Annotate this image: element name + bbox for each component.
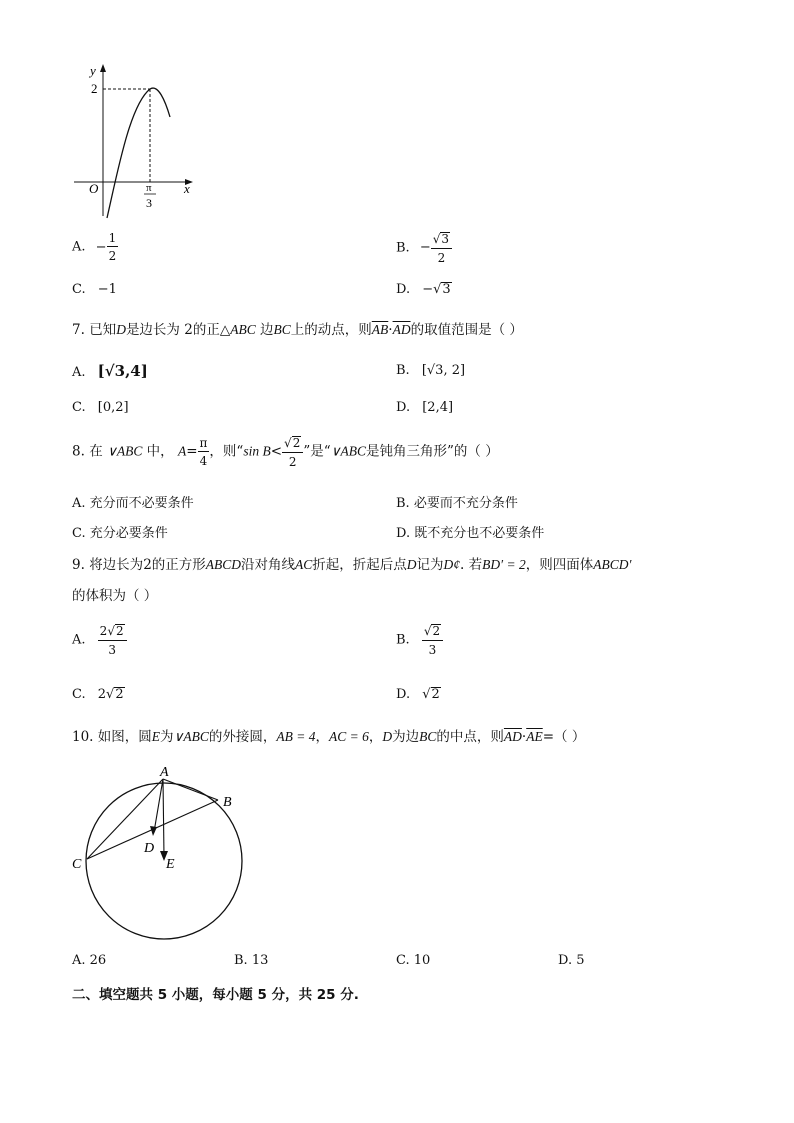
x-three-label: 3 [146, 196, 152, 210]
q6-option-b[interactable]: B. − $\frac{√3}{2}$ [396, 232, 452, 264]
question-10: 10. 如图，圆E为∨ABC的外接圆，AB = 4，AC = 6，D为边BC的中点，则$\overline{AD}\cdot\overline{AE}=$（ ） [72, 729, 586, 745]
question-7: 7. 已知D是边长为 2的正△ABC 边BC上的动点，则$\overline{AB}\cdot\overline{AD}$的取值范围是（ ） [72, 322, 523, 338]
q10-option-c[interactable]: C. 10 [396, 953, 431, 968]
y-axis-label: y [90, 63, 96, 78]
fraction: $\frac{√3}{2}$ [431, 232, 452, 264]
option-label: C. [72, 282, 86, 297]
point-d-label: D [144, 841, 155, 856]
q10-option-d[interactable]: D. 5 [558, 953, 585, 968]
q9-option-b[interactable]: B. $\frac{√2}{3}$ [396, 624, 443, 656]
q9-option-d[interactable]: D. √2 [396, 687, 440, 702]
function-graph-figure [70, 60, 200, 220]
q6-option-c[interactable]: C. −1 [72, 282, 117, 297]
point-e-label: E [166, 857, 175, 872]
q8-option-d[interactable]: D. 既不充分也不必要条件 [396, 526, 545, 541]
point-a-label: A [160, 765, 169, 780]
q9-option-a[interactable]: A. $\frac{2√2}{3}$ [72, 624, 127, 656]
q7-option-b[interactable]: B. [√3, 2] [396, 363, 466, 378]
fraction: $\frac{1}{2}$ [108, 231, 117, 263]
q9-option-c[interactable]: C. 2√2 [72, 687, 124, 702]
circumcircle-figure [68, 760, 248, 945]
y-max-label: 2 [91, 81, 98, 96]
option-label: D. [396, 282, 411, 297]
option-label: B. [396, 240, 410, 256]
q6-option-d[interactable]: D. −√3 [396, 282, 451, 297]
origin-label: O [89, 181, 99, 196]
q6-option-a[interactable]: A. − $\frac{1}{2}$ [72, 231, 117, 263]
q7-option-a[interactable]: A. [√3,4] [72, 362, 148, 380]
question-8: 8. 在 ∨ABC 中， A= $\frac{\pi}{4}$ ，则“sin B< $\frac{√2}{2}$ ”是“∨ABC是钝角三角形”的（ ） [72, 435, 499, 469]
q7-option-d[interactable]: D. [2,4] [396, 400, 454, 415]
q10-option-a[interactable]: A. 26 [72, 953, 107, 968]
question-9-line2: 的体积为（ ） [72, 588, 158, 604]
q8-option-c[interactable]: C. 充分必要条件 [72, 526, 168, 541]
point-b-label: B [223, 795, 232, 810]
point-c-label: C [72, 857, 82, 872]
q10-option-b[interactable]: B. 13 [234, 953, 269, 968]
x-axis-label: x [184, 181, 190, 196]
x-pi-label: π [146, 182, 152, 194]
q8-option-b[interactable]: B. 必要而不充分条件 [396, 496, 518, 511]
section-2-heading: 二、填空题共 5 小题，每小题 5 分，共 25 分. [72, 987, 359, 1003]
sine-curve [107, 88, 170, 218]
option-label: A. [72, 239, 86, 255]
question-9: 9. 将边长为2的正方形ABCD沿对角线AC折起，折起后点D记为D¢. 若BD′ = 2，则四面体ABCD′ [72, 557, 632, 573]
q7-option-c[interactable]: C. [0,2] [72, 400, 129, 415]
q8-option-a[interactable]: A. 充分而不必要条件 [72, 496, 194, 511]
